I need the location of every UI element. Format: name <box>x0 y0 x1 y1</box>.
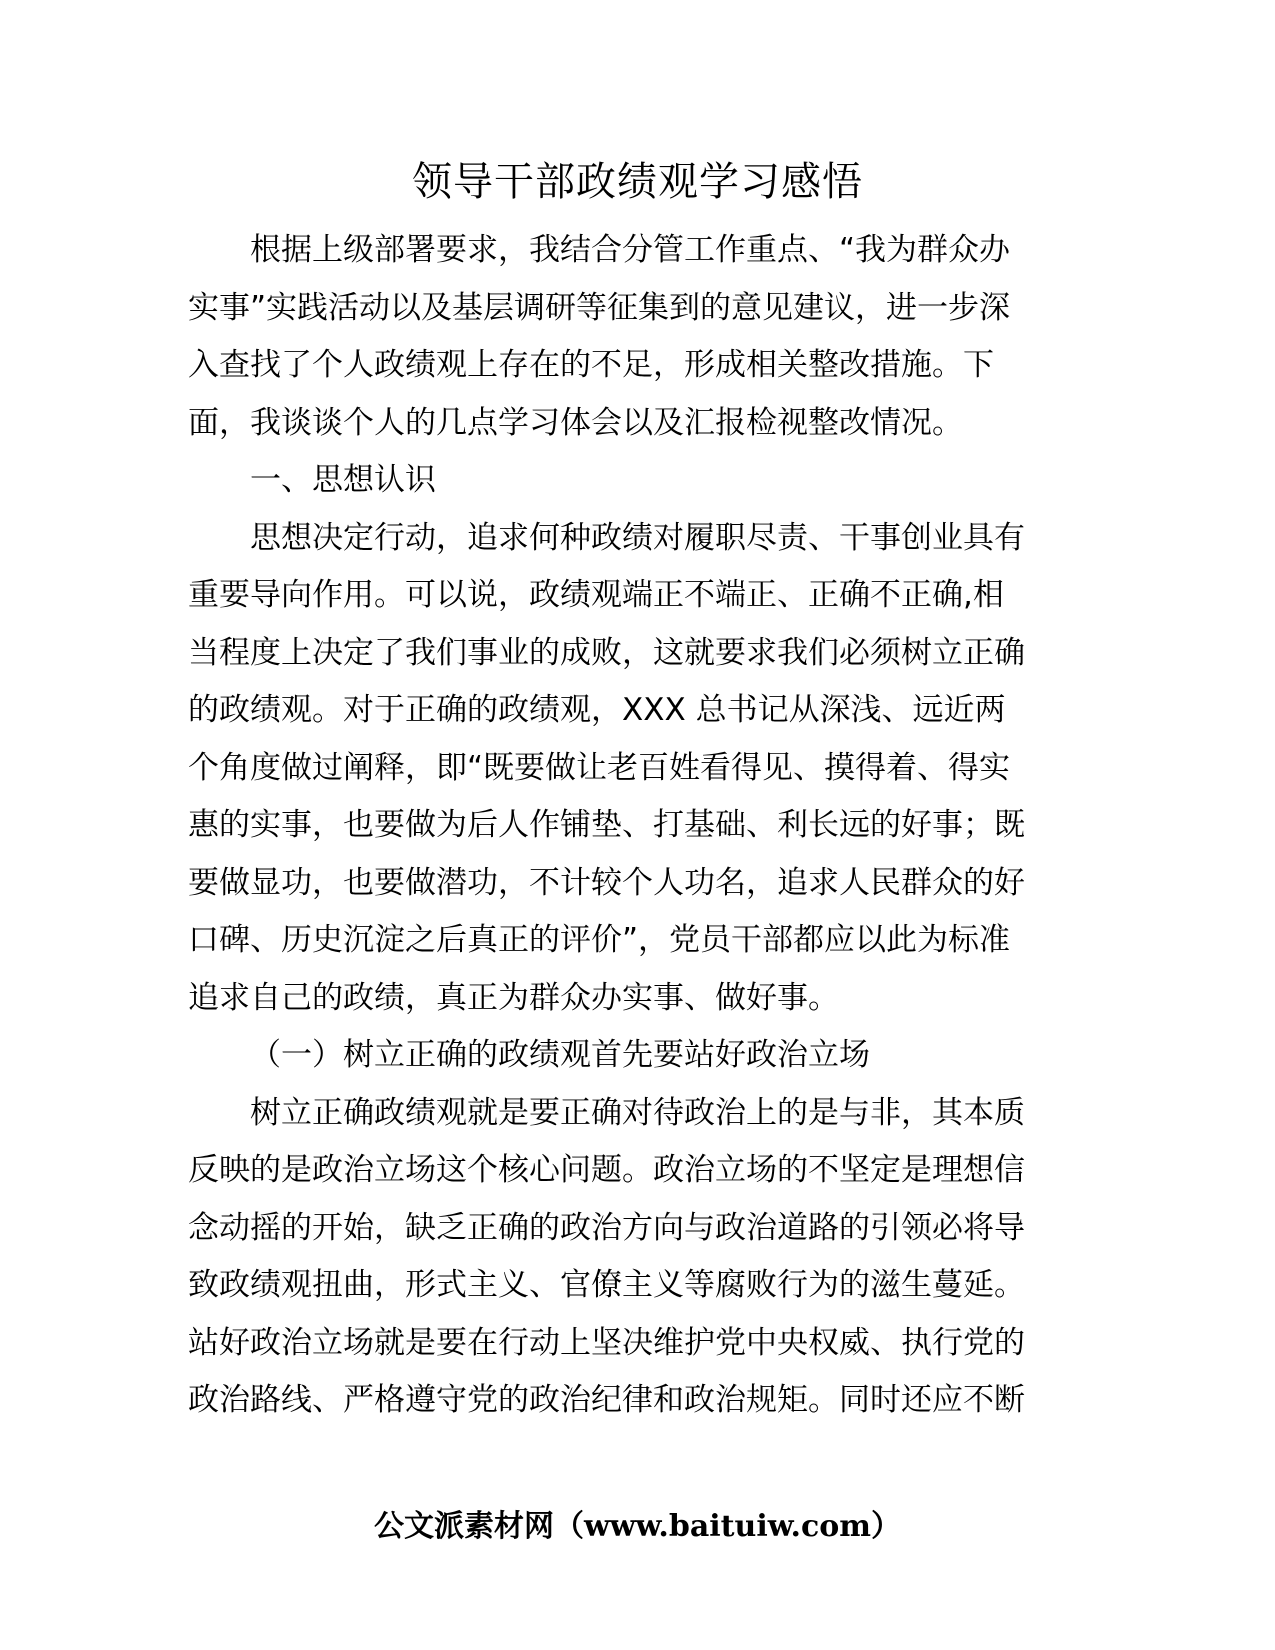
watermark-footer: 公文派素材网（www.baituiw.com） <box>373 1509 902 1544</box>
text-line: 根据上级部署要求，我结合分管工作重点、“我为群众办 <box>250 232 1011 268</box>
text-line: 个角度做过阐释，即“既要做让老百姓看得见、摸得着、得实 <box>188 749 1011 786</box>
paragraph-political-stance <box>188 1085 1088 1430</box>
text-line: 入查找了个人政绩观上存在的不足，形成相关整改措施。下 <box>188 347 994 383</box>
text-line: 惠的实事，也要做为后人作铺垫、打基础、利长远的好事；既 <box>188 807 1025 843</box>
text-line: 树立正确政绩观就是要正确对待政治上的是与非，其本质 <box>250 1094 1025 1131</box>
text-line: 政治路线、严格遵守党的政治纪律和政治规矩。同时还应不断 <box>188 1382 1025 1418</box>
paragraph-thinking <box>188 510 1088 1028</box>
text-line: 要做显功，也要做潜功，不计较个人功名，追求人民群众的好 <box>188 864 1025 901</box>
text-line: 口碑、历史沉淀之后真正的评价”，党员干部都应以此为标准 <box>188 922 1011 958</box>
text-line: 致政绩观扭曲，形式主义、官僚主义等腐败行为的滋生蔓延。 <box>188 1267 1025 1303</box>
text-line: 思想决定行动，追求何种政绩对履职尽责、干事创业具有 <box>250 519 1025 556</box>
text-line: 反映的是政治立场这个核心问题。政治立场的不坚定是理想信 <box>188 1152 1025 1188</box>
text-line: 念动摇的开始，缺乏正确的政治方向与政治道路的引领必将导 <box>188 1209 1025 1246</box>
paragraph-intro <box>188 222 1088 452</box>
text-line: 重要导向作用。可以说，政绩观端正不端正、正确不正确,相 <box>188 577 1004 613</box>
document-body <box>188 222 1088 1430</box>
text-line: 面，我谈谈个人的几点学习体会以及汇报检视整改情况。 <box>188 404 963 441</box>
text-line: 实事”实践活动以及基层调研等征集到的意见建议，进一步深 <box>188 289 1011 326</box>
document-title: 领导干部政绩观学习感悟 <box>412 159 863 205</box>
text-line: 站好政治立场就是要在行动上坚决维护党中央权威、执行党的 <box>188 1324 1025 1361</box>
text-line: 当程度上决定了我们事业的成败，这就要求我们必须树立正确 <box>188 634 1025 671</box>
section-heading: 一、思想认识 <box>250 462 436 498</box>
subsection-heading: （一）树立正确的政绩观首先要站好政治立场 <box>250 1037 870 1073</box>
text-line: 追求自己的政绩，真正为群众办实事、做好事。 <box>188 979 839 1016</box>
text-line: 的政绩观。对于正确的政绩观，XXX 总书记从深浅、远近两 <box>188 692 1006 728</box>
